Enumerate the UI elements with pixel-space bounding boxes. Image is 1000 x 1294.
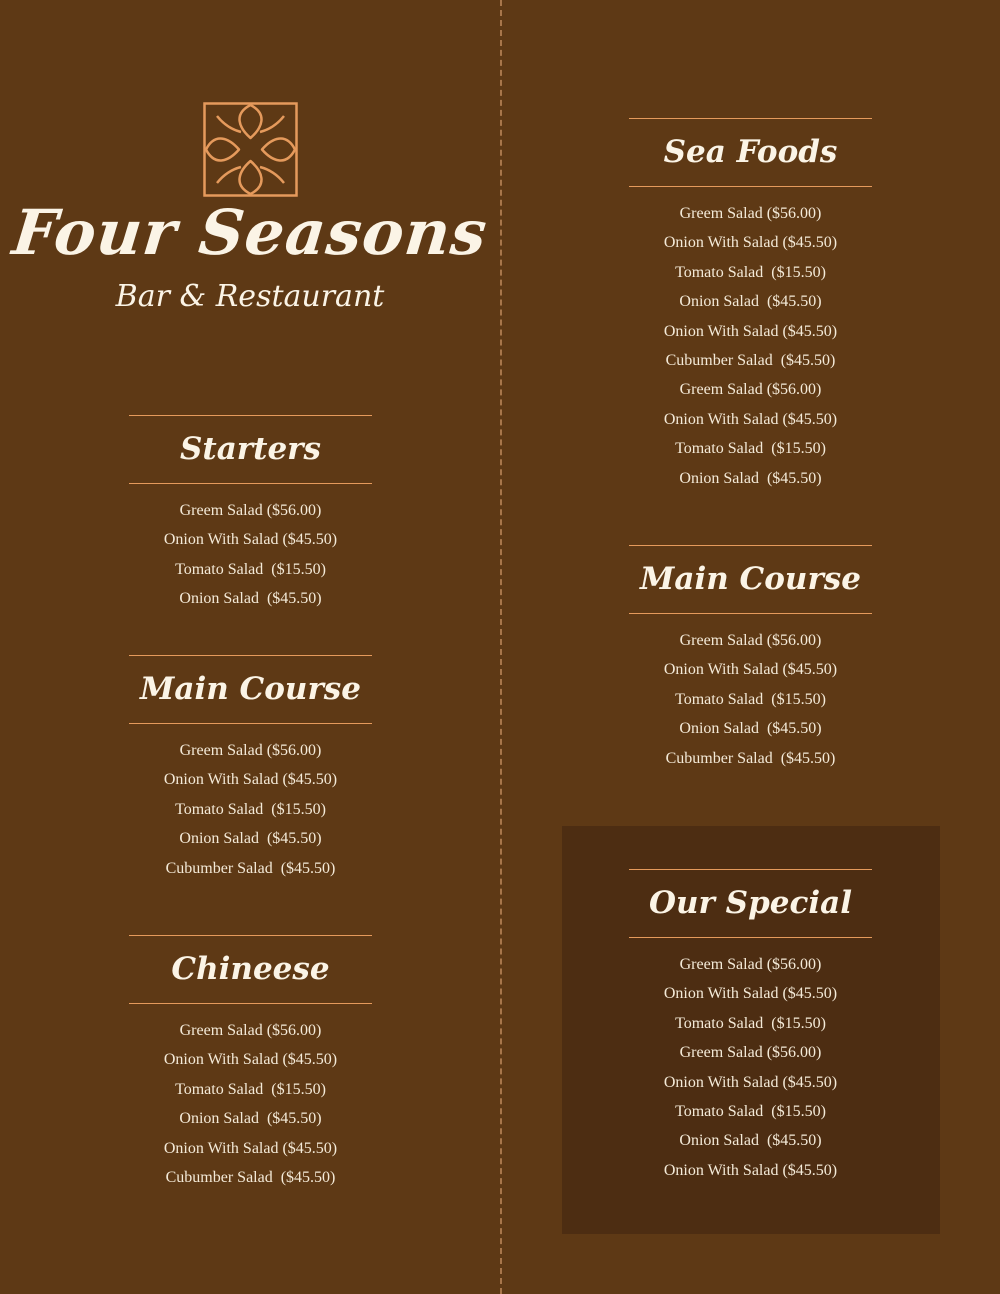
main-course-right-section (629, 545, 872, 773)
section-rule-bottom (629, 937, 872, 938)
section-rule-bottom (129, 483, 372, 484)
menu-item-list (129, 496, 372, 614)
menu-item: Onion Salad ($45.50) (179, 1110, 322, 1128)
menu-item: Tomato Salad ($15.50) (175, 800, 326, 818)
menu-item-list (129, 1016, 372, 1192)
section-heading: Main Course (640, 561, 861, 597)
menu-item: Onion Salad ($45.50) (679, 720, 822, 738)
menu-item-list (629, 626, 872, 773)
menu-item: Tomato Salad ($15.50) (675, 690, 826, 708)
section-rule-bottom (629, 186, 872, 187)
main-course-left-section (129, 655, 372, 883)
menu-item-list (129, 736, 372, 883)
menu-item: Onion With Salad ($45.50) (663, 410, 838, 428)
restaurant-subtitle: Bar & Restaurant (115, 279, 385, 314)
menu-item: Onion With Salad ($45.50) (663, 1161, 838, 1179)
menu-item: Tomato Salad ($15.50) (675, 1014, 826, 1032)
menu-item: Greem Salad ($56.00) (179, 1022, 322, 1039)
section-heading: Sea Foods (663, 134, 838, 170)
menu-item: Onion Salad ($45.50) (679, 293, 822, 311)
restaurant-name: Four Seasons (9, 196, 491, 269)
menu-item: Onion With Salad ($45.50) (663, 661, 838, 679)
sea-foods-section (629, 118, 872, 493)
chineese-section (129, 935, 372, 1192)
section-rule-bottom (629, 613, 872, 614)
menu-item: Cubumber Salad ($45.50) (165, 1168, 336, 1186)
menu-item: Tomato Salad ($15.50) (675, 263, 826, 281)
menu-item: Tomato Salad ($15.50) (675, 440, 826, 458)
menu-item: Onion With Salad ($45.50) (663, 1073, 838, 1091)
menu-item: Cubumber Salad ($45.50) (665, 749, 836, 767)
menu-item: Onion Salad ($45.50) (679, 469, 822, 487)
section-heading: Chineese (171, 951, 330, 987)
menu-item: Onion With Salad ($45.50) (163, 771, 338, 789)
menu-item: Greem Salad ($56.00) (679, 381, 822, 399)
menu-item-list (629, 950, 872, 1185)
center-dashed-divider (500, 0, 502, 1294)
menu-item: Onion Salad ($45.50) (679, 1132, 822, 1150)
menu-item: Tomato Salad ($15.50) (175, 560, 326, 578)
menu-item-list (629, 199, 872, 493)
menu-item: Tomato Salad ($15.50) (675, 1102, 826, 1120)
starters-section (129, 415, 372, 614)
section-heading: Our Special (649, 885, 852, 921)
menu-item: Greem Salad ($56.00) (679, 632, 822, 649)
our-special-section (629, 869, 872, 1185)
menu-item: Onion With Salad ($45.50) (163, 531, 338, 549)
menu-item: Greem Salad ($56.00) (179, 742, 322, 759)
section-rule-bottom (129, 723, 372, 724)
menu-item: Onion Salad ($45.50) (179, 590, 322, 608)
menu-item: Onion With Salad ($45.50) (663, 985, 838, 1003)
menu-item: Onion Salad ($45.50) (179, 830, 322, 848)
menu-item: Onion With Salad ($45.50) (163, 1139, 338, 1157)
menu-item: Greem Salad ($56.00) (679, 1044, 822, 1062)
menu-item: Greem Salad ($56.00) (679, 205, 822, 222)
menu-item: Greem Salad ($56.00) (679, 956, 822, 973)
menu-item: Tomato Salad ($15.50) (175, 1080, 326, 1098)
menu-item: Onion With Salad ($45.50) (663, 234, 838, 252)
section-rule-bottom (129, 1003, 372, 1004)
section-heading: Main Course (140, 671, 361, 707)
menu-item: Cubumber Salad ($45.50) (665, 351, 836, 369)
menu-item: Onion With Salad ($45.50) (163, 1051, 338, 1069)
menu-item: Greem Salad ($56.00) (179, 502, 322, 519)
flower-logo-icon (203, 102, 298, 197)
menu-item: Onion With Salad ($45.50) (663, 322, 838, 340)
menu-item: Cubumber Salad ($45.50) (165, 859, 336, 877)
section-heading: Starters (180, 431, 321, 467)
